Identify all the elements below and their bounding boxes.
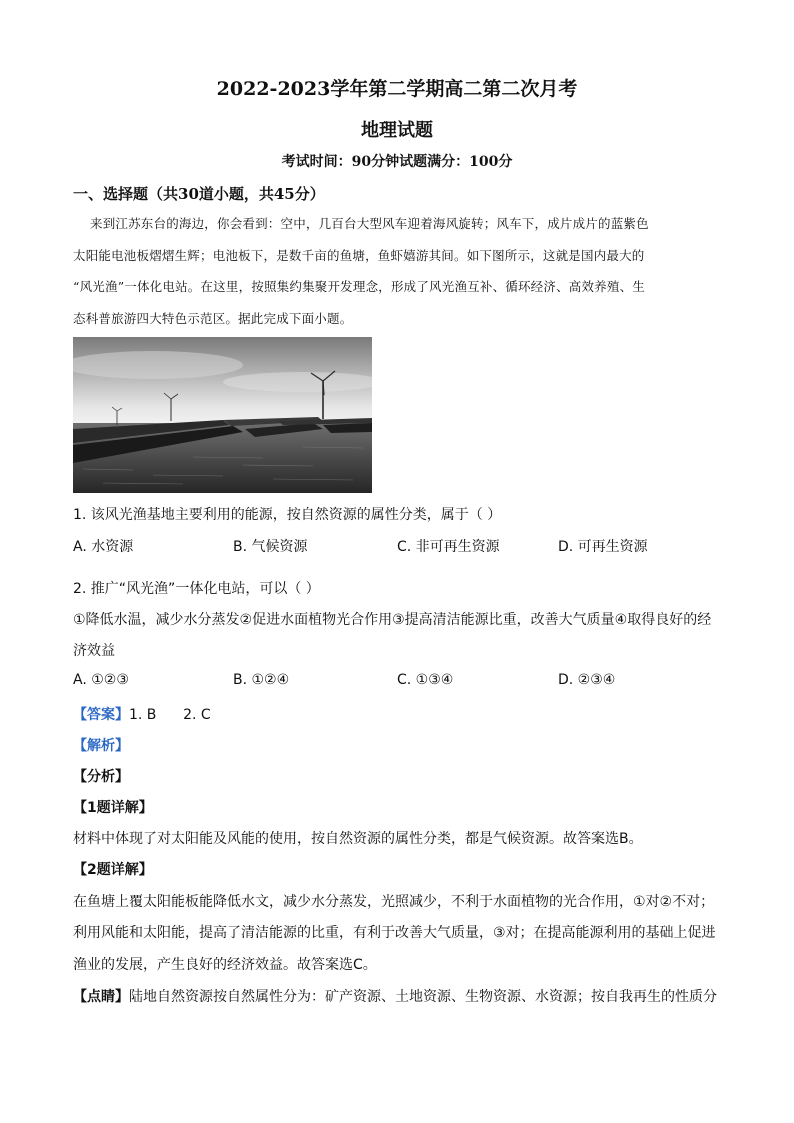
q1-option-a: A. 水资源	[73, 539, 134, 555]
q1-option-b: B. 气候资源	[233, 539, 308, 555]
q1-option-c: C. 非可再生资源	[397, 539, 500, 555]
question-2-stem: 2. 推广“风光渔”一体化电站，可以（ ）	[73, 581, 320, 597]
subject-title: 地理试题	[361, 120, 433, 141]
detail-2-line: 在鱼塘上覆太阳能板能降低水文，减少水分蒸发，光照减少，不利于水面植物的光合作用，①对②不对；	[73, 894, 715, 910]
answer-line	[73, 704, 211, 724]
dianjing-line	[73, 986, 717, 1006]
detail-2-heading: 【2题详解】	[73, 862, 153, 878]
solar-wind-photo	[73, 337, 372, 493]
passage-line: “风光渔”一体化电站。在这里，按照集约集聚开发理念，形成了风光渔互补、循环经济、高效养殖、生	[73, 279, 645, 294]
q1-option-d: D. 可再生资源	[558, 539, 648, 555]
question-2-statements: ①降低水温，减少水分蒸发②促进水面植物光合作用③提高清洁能源比重，改善大气质量④取得良好的经	[73, 612, 712, 628]
analysis-tag: 【解析】	[73, 738, 129, 754]
question-2-statements: 济效益	[73, 643, 115, 659]
q2-option-a: A. ①②③	[73, 672, 129, 688]
exam-info: 考试时间：90分钟试题满分：100分	[281, 154, 513, 170]
q2-option-c: C. ①③④	[397, 672, 454, 688]
detail-2-line: 渔业的发展，产生良好的经济效益。故答案选C。	[73, 957, 377, 973]
detail-1-heading: 【1题详解】	[73, 800, 153, 816]
answer-tag: 【答案】	[73, 707, 129, 723]
detail-1-text: 材料中体现了对太阳能及风能的使用，按自然资源的属性分类，都是气候资源。故答案选B。	[73, 831, 643, 847]
fenxi-heading: 【分析】	[73, 769, 129, 785]
detail-2-line: 利用风能和太阳能，提高了清洁能源的比重，有利于改善大气质量，③对；在提高能源利用的基础上促进	[73, 925, 716, 941]
passage-line: 来到江苏东台的海边，你会看到：空中，几百台大型风车迎着海风旋转；风车下，成片成片的蓝紫色	[90, 216, 649, 231]
dianjing-tag: 【点睛】	[73, 989, 129, 1005]
answer-text: 1. B 2. C	[129, 707, 211, 723]
q2-option-d: D. ②③④	[558, 672, 616, 688]
section-heading: 一、选择题（共30道小题，共45分）	[73, 185, 325, 203]
dianjing-text: 陆地自然资源按自然属性分为：矿产资源、土地资源、生物资源、水资源；按自我再生的性质分	[129, 989, 717, 1005]
q2-option-b: B. ①②④	[233, 672, 290, 688]
exam-title: 2022-2023学年第二学期高二第二次月考	[216, 78, 578, 100]
question-1-stem: 1. 该风光渔基地主要利用的能源，按自然资源的属性分类，属于（ ）	[73, 507, 502, 523]
passage-line: 态科普旅游四大特色示范区。据此完成下面小题。	[73, 311, 353, 326]
passage-line: 太阳能电池板熠熠生辉；电池板下，是数千亩的鱼塘，鱼虾嬉游其间。如下图所示，这就是国内最大的	[73, 248, 645, 263]
